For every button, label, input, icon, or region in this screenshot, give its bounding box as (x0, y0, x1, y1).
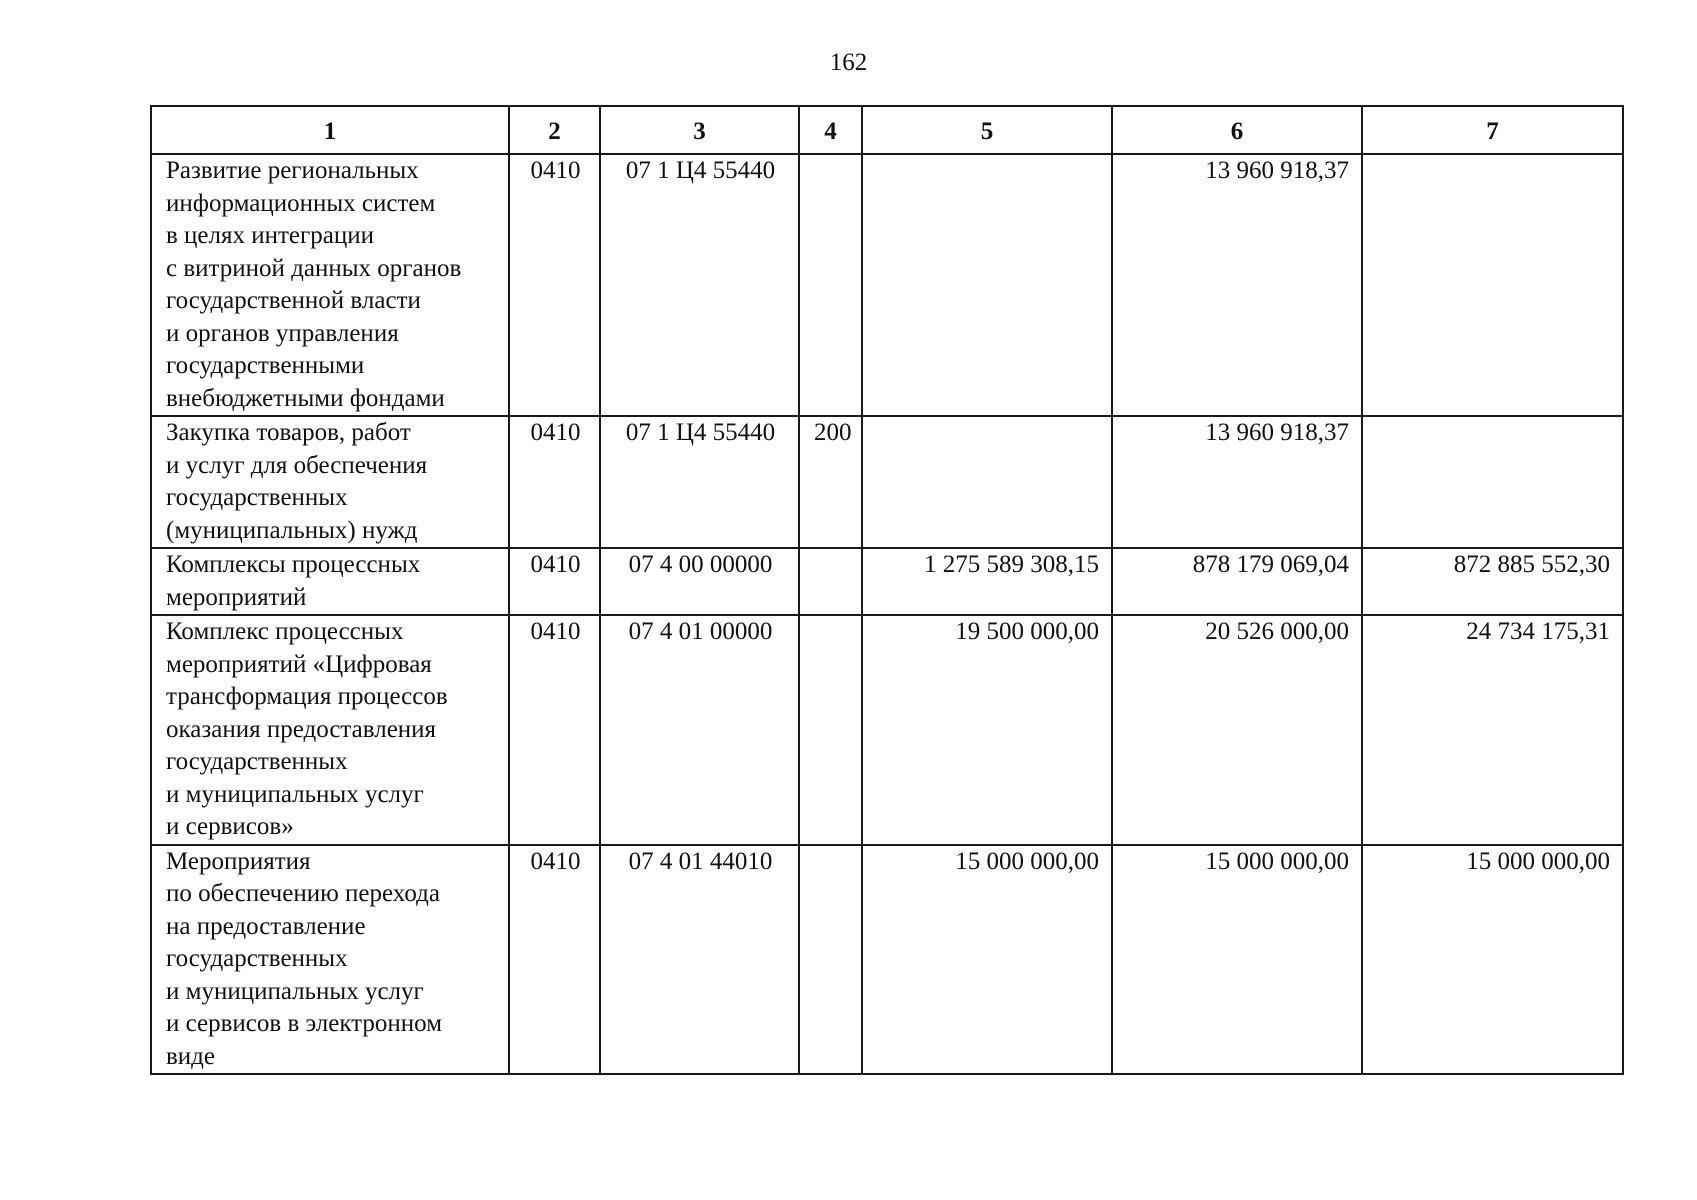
row-name: Мероприятия по обеспечению перехода на предоставление государственных и муниципальных услуг и сервисов в электронном виде (151, 845, 509, 1075)
section-code: 0410 (509, 548, 600, 615)
amount-col5: 15 000 000,00 (862, 845, 1112, 1075)
header-row (151, 106, 1623, 154)
amount-col7 (1362, 154, 1623, 416)
target-article: 07 1 Ц4 55440 (600, 416, 799, 548)
column-header-7: 7 (1362, 106, 1623, 154)
column-header-5: 5 (862, 106, 1112, 154)
amount-col6: 15 000 000,00 (1112, 845, 1362, 1075)
section-code: 0410 (509, 154, 600, 416)
section-code: 0410 (509, 845, 600, 1075)
target-article: 07 4 00 00000 (600, 548, 799, 615)
target-article: 07 1 Ц4 55440 (600, 154, 799, 416)
amount-col7: 24 734 175,31 (1362, 615, 1623, 845)
amount-col6: 878 179 069,04 (1112, 548, 1362, 615)
table-row (151, 845, 1623, 1075)
amount-col7 (1362, 416, 1623, 548)
expense-type (799, 615, 862, 845)
column-header-6: 6 (1112, 106, 1362, 154)
table-row (151, 615, 1623, 845)
amount-col7: 872 885 552,30 (1362, 548, 1623, 615)
row-name: Комплексы процессных мероприятий (151, 548, 509, 615)
section-code: 0410 (509, 615, 600, 845)
amount-col6: 13 960 918,37 (1112, 154, 1362, 416)
column-header-1: 1 (151, 106, 509, 154)
target-article: 07 4 01 44010 (600, 845, 799, 1075)
column-header-4: 4 (799, 106, 862, 154)
section-code: 0410 (509, 416, 600, 548)
row-name: Закупка товаров, работ и услуг для обеспечения государственных (муниципальных) нужд (151, 416, 509, 548)
amount-col6: 20 526 000,00 (1112, 615, 1362, 845)
page-number: 162 (829, 49, 868, 76)
table-row (151, 548, 1623, 615)
column-header-3: 3 (600, 106, 799, 154)
amount-col7: 15 000 000,00 (1362, 845, 1623, 1075)
table-row (151, 416, 1623, 548)
expense-type: 200 (799, 416, 862, 548)
amount-col5 (862, 416, 1112, 548)
row-name: Развитие региональных информационных систем в целях интеграции с витриной данных органов государственной власти и органов управления государственными внебюджетными фондами (151, 154, 509, 416)
target-article: 07 4 01 00000 (600, 615, 799, 845)
expense-type (799, 154, 862, 416)
amount-col6: 13 960 918,37 (1112, 416, 1362, 548)
amount-col5 (862, 154, 1112, 416)
expense-type (799, 548, 862, 615)
row-name: Комплекс процессных мероприятий «Цифровая трансформация процессов оказания предоставления государственных и муниципальных услуг и сервисов» (151, 615, 509, 845)
expense-type (799, 845, 862, 1075)
table-row (151, 154, 1623, 416)
amount-col5: 1 275 589 308,15 (862, 548, 1112, 615)
amount-col5: 19 500 000,00 (862, 615, 1112, 845)
column-header-2: 2 (509, 106, 600, 154)
budget-table (150, 105, 1624, 1075)
